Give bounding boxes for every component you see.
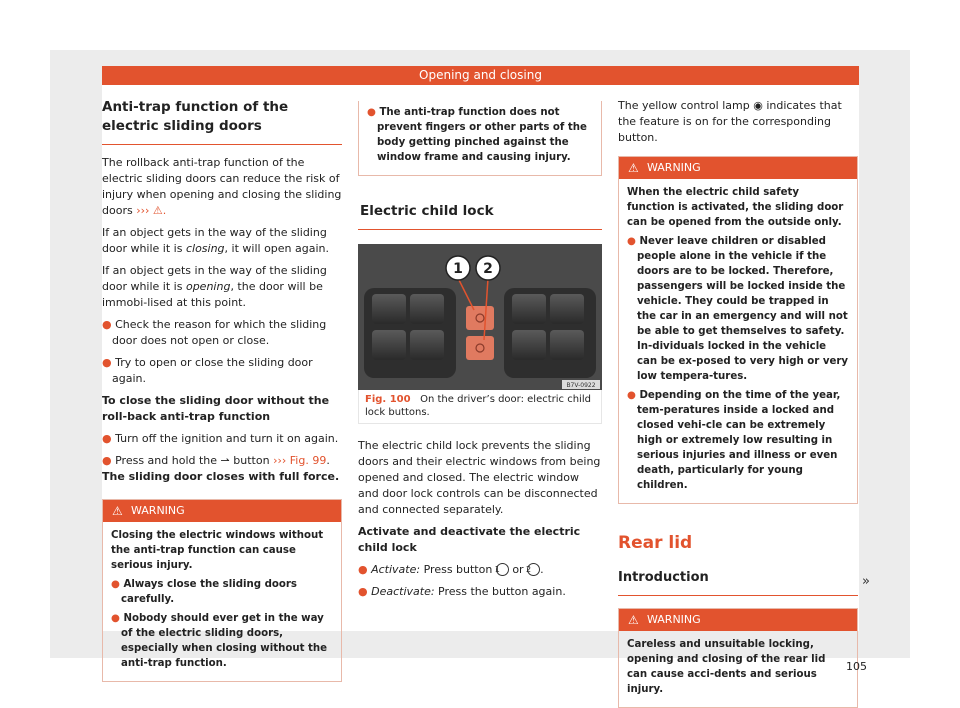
bullet-icon: ● [367, 107, 376, 118]
warning-intro: Careless and unsuitable locking, opening and closing of the rear lid can cause acci-dents and serious injury. [627, 639, 826, 695]
list-item: ● Try to open or close the sliding door again. [102, 356, 313, 385]
bullet-icon: ● [102, 318, 112, 331]
warning-intro: When the electric child safety function is activated, the sliding door can be opened from the outside only. [627, 187, 844, 228]
list-item: ● Depending on the time of the year, tem-peratures inside a locked and closed vehi-cle can be extremely high or extremely low resulting in serious injuries and illness or even death, particularly for young children. [627, 390, 841, 491]
section-heading: Introduction [618, 570, 709, 585]
control-lamp-icon: ◉ [753, 99, 763, 112]
right-heading-block [618, 568, 858, 596]
warning-box [618, 156, 858, 504]
left-heading-block [102, 98, 342, 145]
section-heading: Electric child lock [360, 203, 494, 219]
button-2-marker: 2 [527, 563, 540, 576]
bullet-icon: ● [358, 585, 368, 598]
bullet-icon: ● [102, 454, 112, 467]
list-item: ● Always close the sliding doors carefully. [111, 579, 297, 605]
child-lock-illustration [358, 244, 602, 390]
right-column [618, 98, 858, 708]
list-item: ● Turn off the ignition and turn it on again. [102, 432, 339, 445]
middle-column [358, 101, 602, 606]
paragraph: The rollback anti-trap function of the electric sliding doors can reduce the risk of injury when opening and closing the sliding doors ››› ⚠. [102, 156, 342, 217]
middle-heading-block [358, 202, 602, 230]
list-item: ● Nobody should ever get in the way of the electric sliding doors, especially when closing without the anti-trap function. [111, 613, 328, 669]
paragraph: The yellow control lamp ◉ indicates that the feature is on for the corresponding button. [618, 99, 842, 144]
warning-icon: ⚠ [112, 504, 123, 518]
warning-icon: ⚠ [628, 161, 639, 175]
warning-header: ⚠ WARNING [619, 609, 857, 631]
bullet-icon: ● [102, 356, 112, 369]
result-text: The sliding door closes with full force. [102, 470, 340, 483]
figure-image [358, 244, 602, 390]
list-item: ● Never leave children or disabled people alone in the vehicle if the doors are to be locked. Therefore, passengers will be locked inside the vehicle. They could be trapped in the car in an emergency and will not be able to get themselves to safety. In-dividuals locked in the vehicle can be ex-posed to very high or very low tempera-tures. [627, 236, 849, 382]
warning-box [618, 608, 858, 708]
warning-intro: Closing the electric windows without the anti-trap function can cause serious injury. [111, 530, 324, 571]
paragraph: The electric child lock prevents the sliding doors and their electric windows from being opened and closed. The electric window and door lock controls can be disconnected and connected separately. [358, 439, 601, 516]
list-item: ● The anti-trap function does not prevent fingers or other parts of the body getting pinched against the window frame and causing injury. [367, 107, 587, 163]
callout-label: 1 [453, 261, 463, 277]
figure-code: B7V-0922 [566, 382, 596, 389]
figure-caption: Fig. 100 On the driver’s door: electric child lock buttons. [358, 390, 602, 424]
warning-icon: ⚠ [628, 613, 639, 627]
subheading: To close the sliding door without the roll-back anti-trap function [102, 394, 330, 423]
warning-reference[interactable]: ››› ⚠. [136, 204, 167, 217]
warning-box [102, 499, 342, 682]
warning-header: ⚠ WARNING [103, 500, 341, 522]
callout-label: 2 [483, 261, 493, 277]
page-header: Opening and closing [102, 66, 859, 85]
bullet-icon: ● [102, 432, 112, 445]
figure-reference[interactable]: ››› Fig. 99 [273, 454, 327, 467]
bullet-icon: ● [111, 579, 120, 590]
button-1-marker: 1 [496, 563, 509, 576]
left-column [102, 98, 342, 682]
page-number: 105 [846, 660, 867, 673]
warning-box-continued [358, 101, 602, 176]
continued-marker: » [862, 574, 870, 589]
subheading: Activate and deactivate the electric child lock [358, 525, 581, 554]
bullet-icon: ● [111, 613, 120, 624]
chapter-title: Rear lid [618, 533, 693, 553]
bullet-icon: ● [358, 563, 368, 576]
list-item: ● Check the reason for which the sliding door does not open or close. [102, 318, 327, 347]
warning-header: ⚠ WARNING [619, 157, 857, 179]
list-item: ● Press and hold the ⇀ button ››› Fig. 99. [102, 454, 330, 467]
list-item: ● Activate: Press button 1 or 2 . [358, 563, 544, 576]
bullet-icon: ● [627, 236, 636, 247]
paragraph: If an object gets in the way of the sliding door while it is opening, the door will be immobi-lised at this point. [102, 264, 327, 309]
car-icon: ⇀ [220, 454, 230, 467]
bullet-icon: ● [627, 390, 636, 401]
list-item: ● Deactivate: Press the button again. [358, 585, 566, 598]
paragraph: If an object gets in the way of the sliding door while it is closing, it will open again. [102, 226, 330, 255]
figure [358, 244, 602, 424]
section-heading: Anti-trap function of the electric sliding doors [102, 99, 289, 134]
